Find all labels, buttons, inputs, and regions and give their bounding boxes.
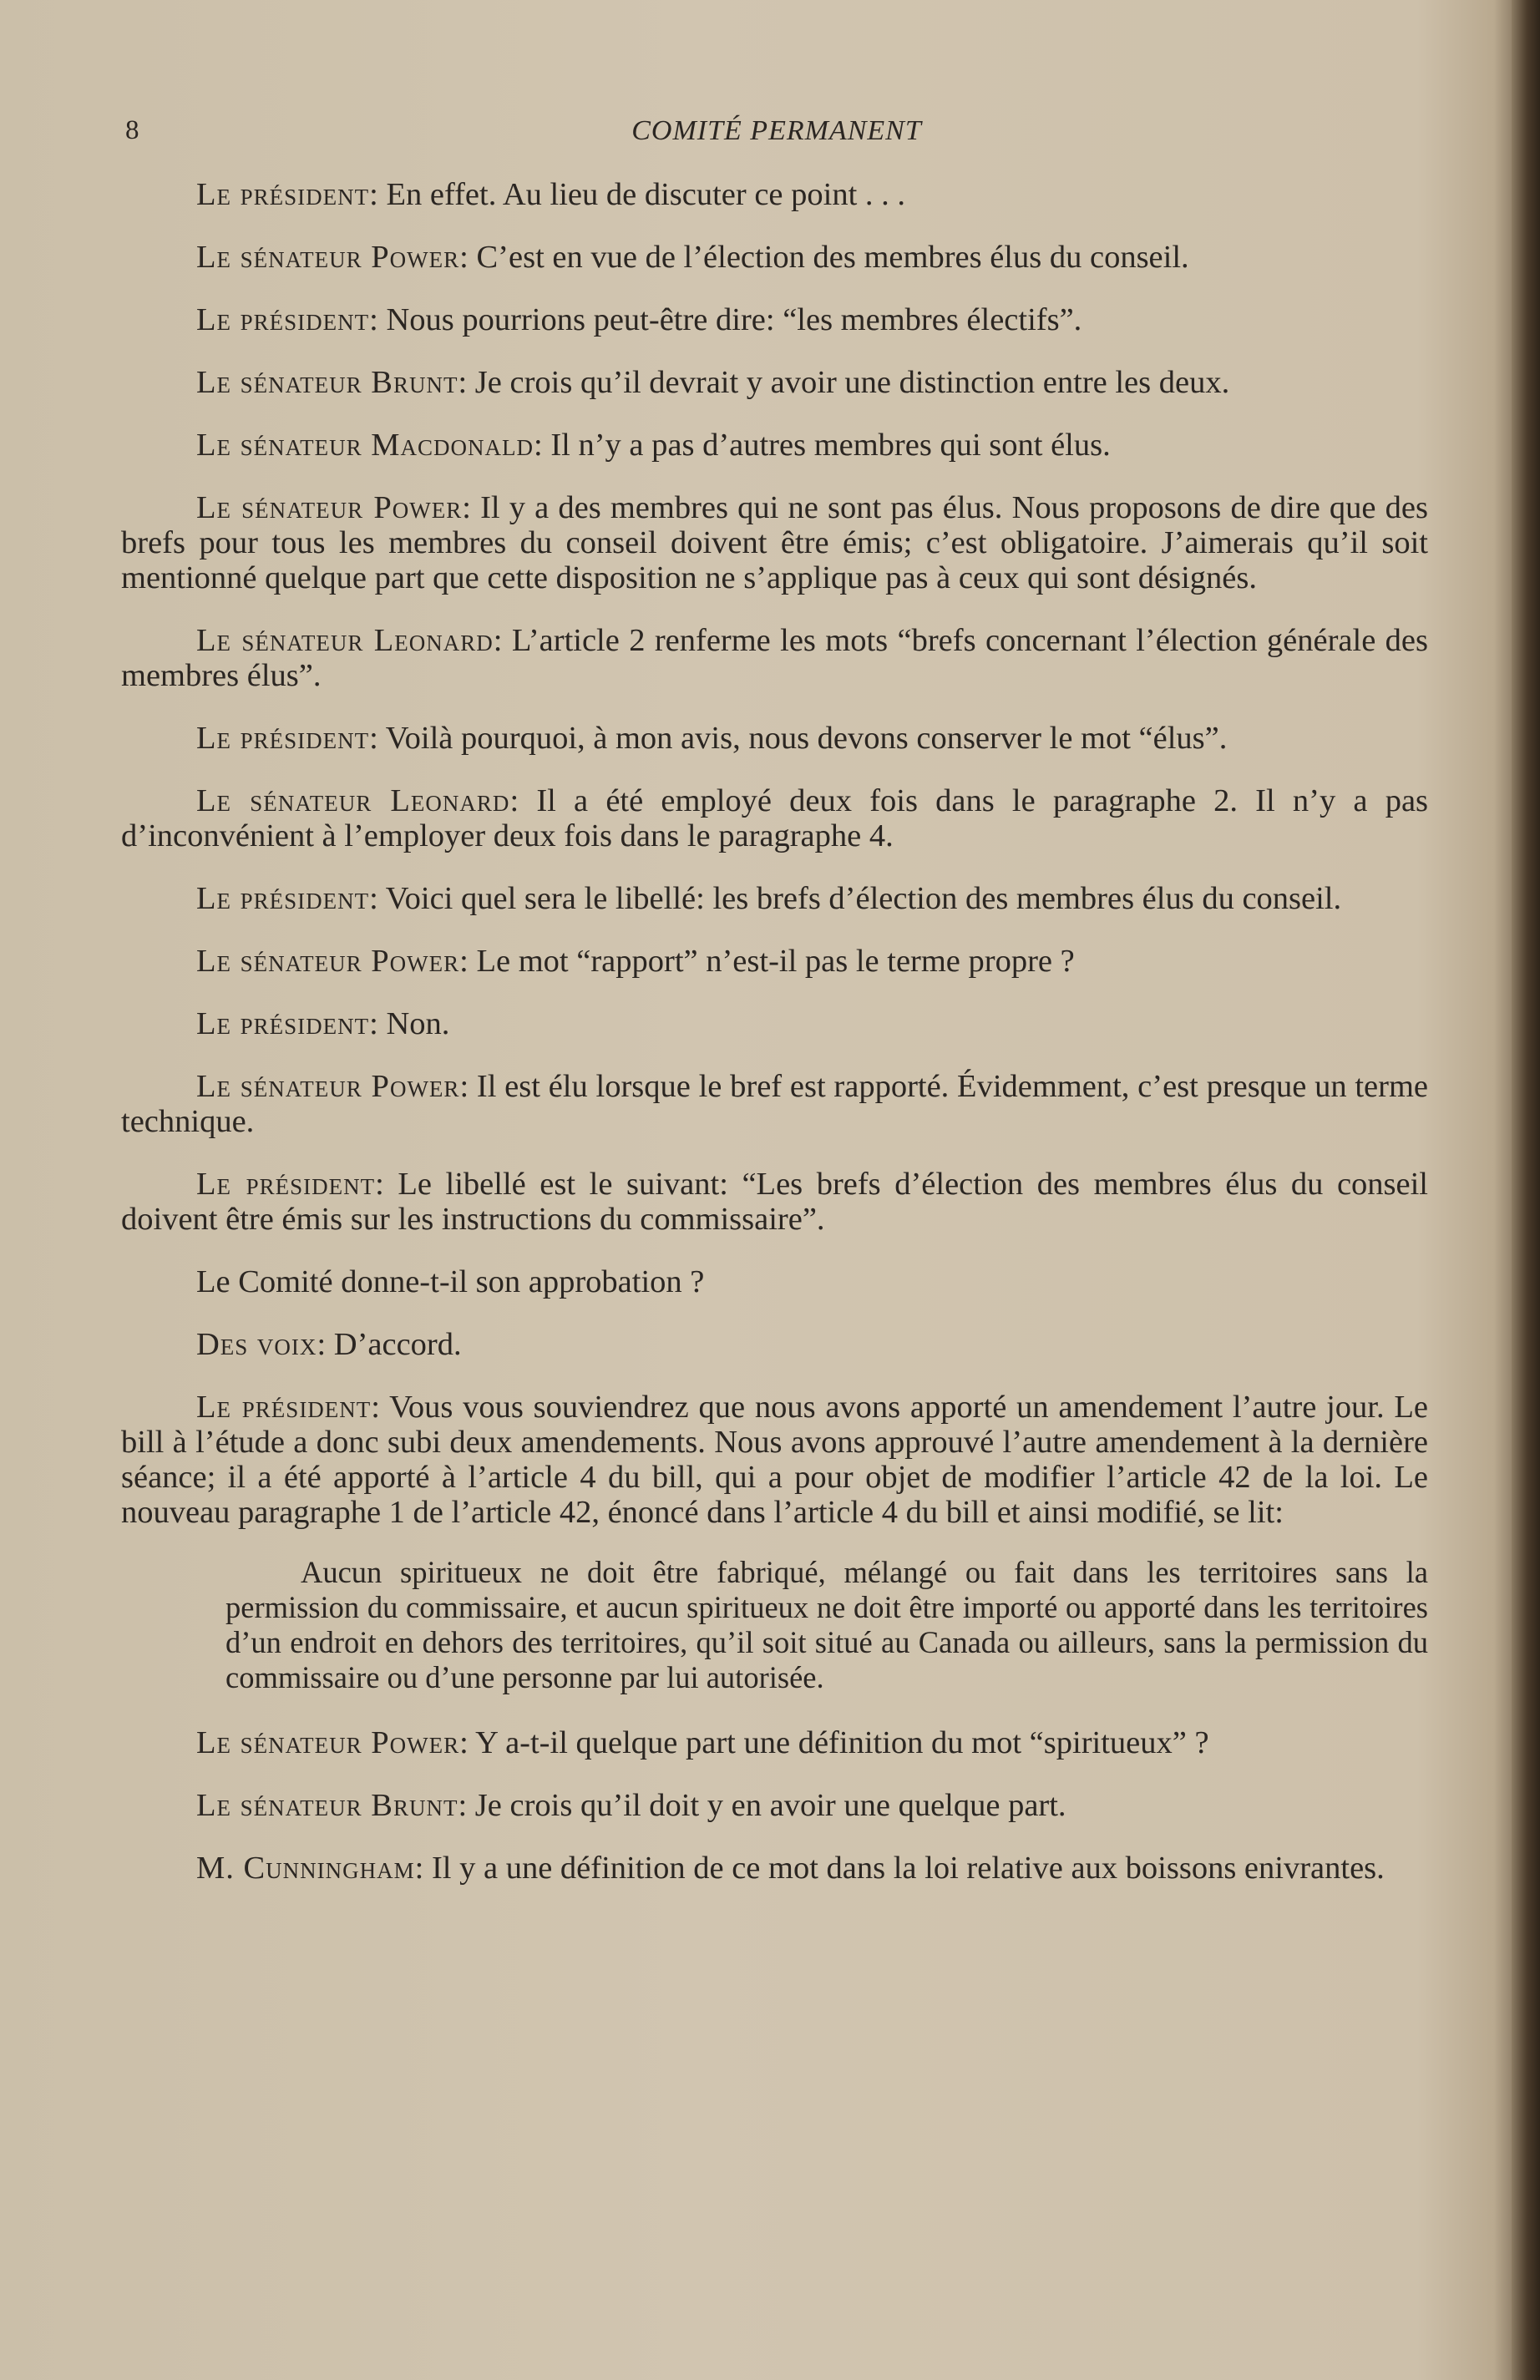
speaker-name: Le sénateur Power	[196, 240, 460, 275]
paragraph-5: Le sénateur Macdonald: Il n’y a pas d’autres membres qui sont élus.	[196, 428, 1111, 463]
paragraph-12: Le président: Non.	[196, 1006, 450, 1041]
speech-text: Vous vous souviendrez que nous avons apporté un amendement l’autre jour. Le bill à l’étude a donc subi deux amendements. Nous avons approuvé l’autre amendement à la dernière séance; il a été apporté à l’article 4 du bill, qui a pour objet de modifier l’article 42 de la loi. Le nouveau paragraphe 1 de l’article 42, énoncé dans l’article 4 du bill et ainsi modifié, se lit:	[121, 1390, 1428, 1530]
speaker-name: Le sénateur Brunt	[196, 1788, 458, 1823]
speech-text: Le libellé est le suivant: “Les brefs d’élection des membres élus du conseil doivent être émis sur les instructions du commissaire”.	[121, 1167, 1428, 1237]
paragraph-7: Le sénateur Leonard: L’article 2 renferme les mots “brefs concernant l’élection générale des membres élus”.	[121, 623, 1429, 693]
speech-text: Nous pourrions peut-être dire: “les membres électifs”.	[386, 302, 1082, 337]
speaker-name: M. Cunningham	[196, 1851, 415, 1886]
paragraph-2: Le sénateur Power: C’est en vue de l’élection des membres élus du conseil.	[196, 240, 1189, 275]
speaker-name: Le président	[196, 177, 370, 212]
speech-text: Il a été employé deux fois dans le paragraphe 2. Il n’y a pas d’inconvénient à l’employer deux fois dans le paragraphe 4.	[121, 783, 1429, 853]
speaker-name: Le président	[196, 1006, 370, 1041]
paragraph-10: Le président: Voici quel sera le libellé: les brefs d’élection des membres élus du conseil.	[196, 881, 1342, 916]
paragraph-16: Des voix: D’accord.	[196, 1327, 462, 1362]
paragraph-13: Le sénateur Power: Il est élu lorsque le bref est rapporté. Évidemment, c’est presque un terme technique.	[121, 1069, 1428, 1139]
speaker-name: Le sénateur Macdonald	[196, 428, 534, 463]
page-header	[125, 115, 1428, 154]
speech-text: C’est en vue de l’élection des membres élus du conseil.	[476, 240, 1189, 275]
speaker-name: Le président	[196, 1167, 376, 1202]
speaker-name: Le sénateur Leonard	[196, 783, 510, 818]
speech-text: Je crois qu’il doit y en avoir une quelque part.	[474, 1788, 1066, 1823]
speech-text: Y a-t-il quelque part une définition du mot “spiritueux” ?	[475, 1725, 1209, 1760]
paragraph-1: Le président: En effet. Au lieu de discuter ce point . . .	[196, 177, 906, 212]
speaker-name: Le sénateur Leonard	[196, 623, 494, 658]
paragraph-19: Le sénateur Brunt: Je crois qu’il doit y en avoir une quelque part.	[196, 1788, 1066, 1823]
speech-text: Il n’y a pas d’autres membres qui sont élus.	[550, 428, 1111, 463]
paragraph-4: Le sénateur Brunt: Je crois qu’il devrait y avoir une distinction entre les deux.	[196, 365, 1230, 400]
paragraph-9: Le sénateur Leonard: Il a été employé deux fois dans le paragraphe 2. Il n’y a pas d’inconvénient à l’employer deux fois dans le paragraphe 4.	[121, 783, 1429, 853]
page-binding-edge	[1512, 0, 1540, 2380]
speaker-name: Des voix	[196, 1327, 317, 1362]
speaker-name: Le sénateur Power	[196, 944, 460, 979]
paragraph-18: Le sénateur Power: Y a-t-il quelque part une définition du mot “spiritueux” ?	[196, 1725, 1209, 1760]
running-head: COMITÉ PERMANENT	[631, 115, 922, 146]
paragraph-8: Le président: Voilà pourquoi, à mon avis, nous devons conserver le mot “élus”.	[196, 721, 1228, 756]
speaker-name: Le sénateur Brunt	[196, 365, 458, 400]
speaker-name: Le sénateur Power	[196, 490, 463, 525]
speaker-name: Le sénateur Power	[196, 1069, 460, 1104]
paragraph-14: Le président: Le libellé est le suivant: “Les brefs d’élection des membres élus du conseil doivent être émis sur les instructions du commissaire”.	[121, 1167, 1428, 1237]
speaker-name: Le président	[196, 1390, 372, 1425]
speaker-name: Le président	[196, 881, 370, 916]
speech-text: Je crois qu’il devrait y avoir une distinction entre les deux.	[474, 365, 1230, 400]
speaker-name: Le président	[196, 721, 370, 756]
speech-text: Il est élu lorsque le bref est rapporté. Évidemment, c’est presque un terme technique.	[121, 1069, 1428, 1139]
speech-text: Non.	[386, 1006, 450, 1041]
paragraph-15	[121, 1264, 1428, 1299]
paragraph-17: Le président: Vous vous souviendrez que nous avons apporté un amendement l’autre jour. Le bill à l’étude a donc subi deux amendements. Nous avons approuvé l’autre amendement à la dernière séance; il a été apporté à l’article 4 du bill, qui a pour objet de modifier l’article 42 de la loi. Le nouveau paragraphe 1 de l’article 42, énoncé dans l’article 4 du bill et ainsi modifié, se lit:	[121, 1390, 1428, 1530]
speaker-name: Le sénateur Power	[196, 1725, 460, 1760]
speech-text: Il y a une définition de ce mot dans la loi relative aux boissons enivrantes.	[431, 1851, 1385, 1886]
block-quote: Aucun spiritueux ne doit être fabriqué, mélangé ou fait dans les territoires sans la permission du commissaire, et aucun spiritueux ne doit être importé ou apporté dans les territoires d’un endroit en dehors des territoires, qu’il soit situé au Canada ou ailleurs, sans la permission du commissaire ou d’une personne par lui autorisée.	[225, 1555, 1428, 1694]
speech-text: Le mot “rapport” n’est-il pas le terme propre ?	[476, 944, 1075, 979]
speech-text: D’accord.	[333, 1327, 462, 1362]
page-number: 8	[125, 115, 139, 145]
speech-text: En effet. Au lieu de discuter ce point . . .	[386, 177, 906, 212]
speech-text: Le Comité donne-t-il son approbation ?	[196, 1264, 705, 1299]
paragraph-3: Le président: Nous pourrions peut-être dire: “les membres électifs”.	[196, 302, 1082, 337]
speech-text: Voici quel sera le libellé: les brefs d’élection des membres élus du conseil.	[385, 881, 1342, 916]
paragraph-20: M. Cunningham: Il y a une définition de ce mot dans la loi relative aux boissons enivrantes.	[196, 1851, 1385, 1886]
speech-text: Voilà pourquoi, à mon avis, nous devons conserver le mot “élus”.	[385, 721, 1228, 756]
speech-text: Il y a des membres qui ne sont pas élus. Nous proposons de dire que des brefs pour tous les membres du conseil doivent être émis; c’est obligatoire. J’aimerais qu’il soit mentionné quelque part que cette disposition ne s’applique pas à ceux qui sont désignés.	[121, 490, 1428, 595]
transcript-body	[121, 177, 1428, 1913]
speaker-name: Le président	[196, 302, 370, 337]
speech-text: L’article 2 renferme les mots “brefs concernant l’élection générale des membres élus”.	[121, 623, 1429, 693]
paragraph-11: Le sénateur Power: Le mot “rapport” n’est-il pas le terme propre ?	[196, 944, 1075, 979]
paragraph-6: Le sénateur Power: Il y a des membres qui ne sont pas élus. Nous proposons de dire que des brefs pour tous les membres du conseil doivent être émis; c’est obligatoire. J’aimerais qu’il soit mentionné quelque part que cette disposition ne s’applique pas à ceux qui sont désignés.	[121, 490, 1428, 595]
